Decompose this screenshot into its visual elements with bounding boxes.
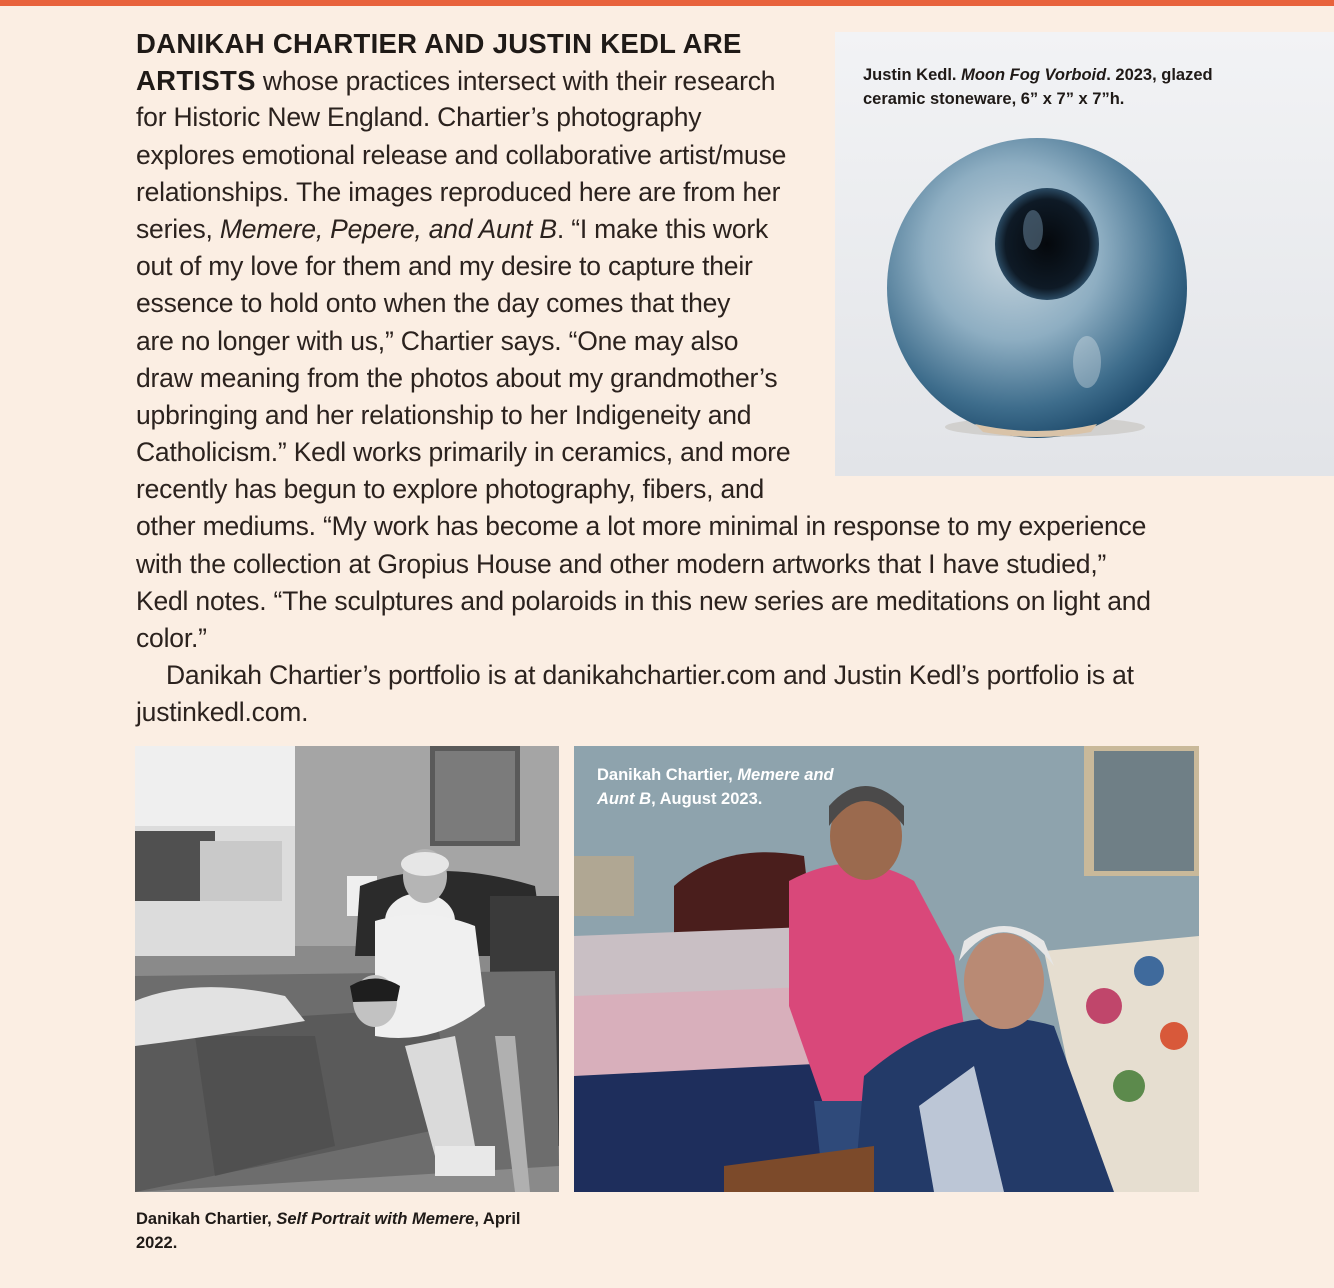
article-line: with the collection at Gropius House and other modern artworks that I have studied,” <box>136 548 1107 579</box>
article-text: series, <box>136 213 220 244</box>
caption-text: Danikah Chartier, <box>136 1210 277 1228</box>
article-line: other mediums. “My work has become a lot more minimal in response to my experience <box>136 511 1147 542</box>
caption-artwork-title: Self Portrait with Memere <box>276 1210 475 1228</box>
article-line: for Historic New England. Chartier’s photography <box>136 102 702 133</box>
article-text: whose practices intersect with their research <box>255 66 776 97</box>
caption-text: , April 2022. <box>136 1210 521 1252</box>
article-line: Kedl notes. “The sculptures and polaroids in this new series are meditations on light and <box>136 585 1151 616</box>
article-lead-heading: DANIKAH CHARTIER AND JUSTIN KEDL ARE <box>136 28 742 59</box>
article-line: recently has begun to explore photography, fibers, and <box>136 474 765 505</box>
article-lead-heading-end: ARTISTS <box>136 65 256 97</box>
article-line: are no longer with us,” Chartier says. “One may also <box>136 325 739 356</box>
article-line: explores emotional release and collaborative artist/muse <box>136 139 787 170</box>
article-line: upbringing and her relationship to her Indigeneity and <box>136 399 752 430</box>
series-title: Memere, Pepere, and Aunt B <box>219 213 557 244</box>
article-line: color.” <box>136 623 207 653</box>
vase-caption <box>863 63 1223 111</box>
caption-text: , August 2023. <box>651 790 763 808</box>
self-portrait-caption <box>136 1207 536 1255</box>
caption-artwork-title: Memere and Aunt B <box>597 766 834 808</box>
caption-text: Justin Kedl. <box>863 66 962 84</box>
article-line: relationships. The images reproduced here are from her <box>136 176 781 207</box>
article-line: Catholicism.” Kedl works primarily in ceramics, and more <box>136 437 791 468</box>
top-accent-bar <box>0 0 1334 6</box>
color-portrait-illustration <box>574 746 1199 1192</box>
article-text: . “I make this work <box>556 213 769 244</box>
portfolio-line: Danikah Chartier’s portfolio is at danikahchartier.com and Justin Kedl’s portfolio is at <box>166 660 1134 691</box>
memere-aunt-b-caption <box>597 763 857 811</box>
article-line: draw meaning from the photos about my grandmother’s <box>136 362 778 393</box>
caption-text: Danikah Chartier, <box>597 766 738 784</box>
memere-aunt-b-photo <box>574 746 1199 1192</box>
portfolio-line: justinkedl.com. <box>136 697 309 728</box>
caption-text: . 2023, glazed ceramic stoneware, 6” x 7” x 7”h. <box>863 66 1213 108</box>
article-line: essence to hold onto when the day comes that they <box>136 288 731 319</box>
caption-artwork-title: Moon Fog Vorboid <box>961 66 1107 84</box>
article-line: out of my love for them and my desire to capture their <box>136 251 753 282</box>
bw-bedroom-illustration <box>135 746 559 1192</box>
self-portrait-photo <box>135 746 559 1192</box>
